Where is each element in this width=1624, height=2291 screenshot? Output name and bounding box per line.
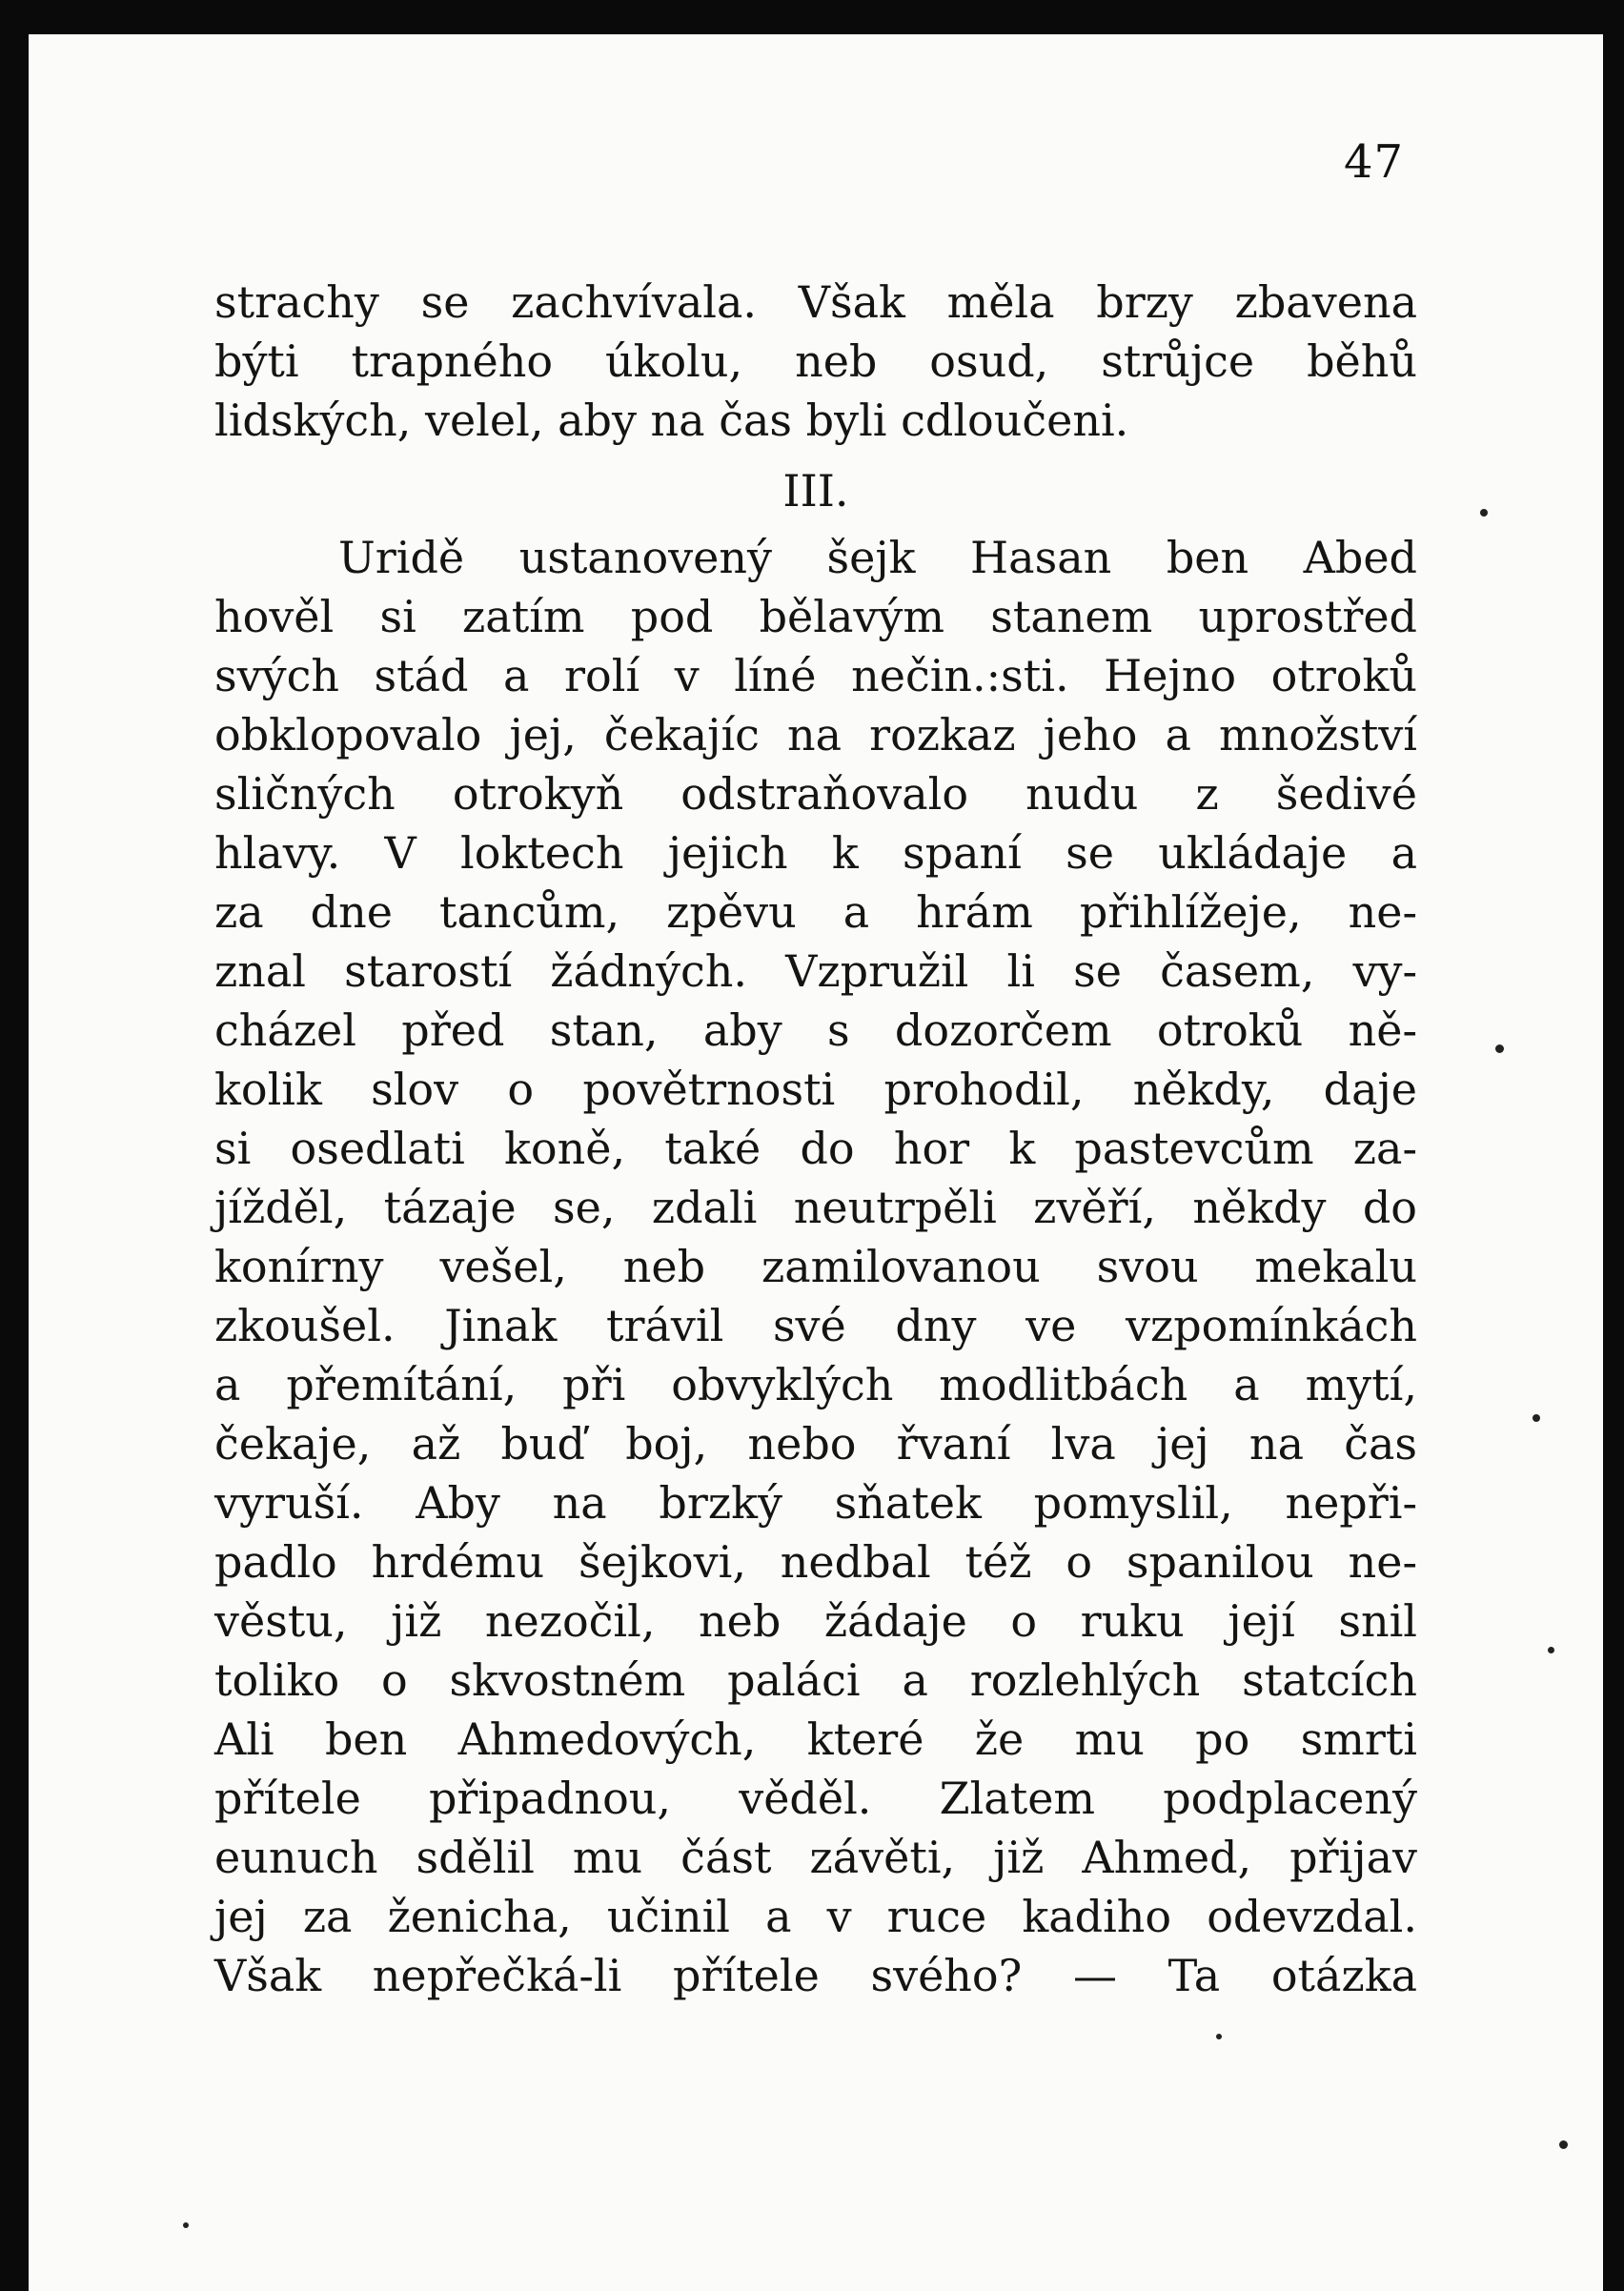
text-line: hlavy. V loktech jejich k spaní se ukládaje a xyxy=(214,827,1417,879)
text-line: zkoušel. Jinak trávil své dny ve vzpomínkách xyxy=(214,1300,1417,1351)
book-page xyxy=(29,34,1603,2291)
text-line: věstu, již nezočil, neb žádaje o ruku její snil xyxy=(214,1595,1417,1647)
text-line: si osedlati koně, také do hor k pastevcům za- xyxy=(214,1123,1417,1174)
text-line: obklopovalo jej, čekajíc na rozkaz jeho a množství xyxy=(214,709,1417,760)
scan-speck xyxy=(1559,2140,1568,2149)
text-line: eunuch sdělil mu část závěti, již Ahmed, přijav xyxy=(214,1832,1417,1883)
scan-speck xyxy=(1480,509,1488,517)
text-line: lidských, velel, aby na čas byli cdloučeni. xyxy=(214,395,1129,446)
scan-speck xyxy=(1495,1044,1504,1053)
text-line: a přemítání, při obvyklých modlitbách a mytí, xyxy=(214,1359,1417,1410)
scan-speck xyxy=(183,2222,189,2228)
text-line: býti trapného úkolu, neb osud, strůjce běhů xyxy=(214,335,1417,387)
text-line: hověl si zatím pod bělavým stanem uprostřed xyxy=(214,591,1417,642)
text-line: padlo hrdému šejkovi, nedbal též o spanilou ne- xyxy=(214,1536,1417,1588)
text-line: jej za ženicha, učinil a v ruce kadiho odevzdal. xyxy=(214,1891,1417,1942)
text-line: sličných otrokyň odstraňovalo nudu z šedivé xyxy=(214,768,1417,820)
text-line: Však nepřečká-li přítele svého? — Ta otázka xyxy=(214,1950,1417,2001)
text-line: jížděl, tázaje se, zdali neutrpěli zvěří, někdy do xyxy=(214,1182,1417,1233)
scan-speck xyxy=(1548,1647,1554,1653)
chapter-heading: III. xyxy=(782,465,849,517)
text-line: za dne tancům, zpěvu a hrám přihlížeje, ne- xyxy=(214,886,1417,938)
page-body xyxy=(214,273,1417,2005)
text-line: svých stád a rolí v líné nečin.:sti. Hejno otroků xyxy=(214,650,1417,701)
scan-right-border xyxy=(1603,0,1624,2291)
text-line: přítele připadnou, věděl. Zlatem podplacený xyxy=(214,1773,1417,1824)
scan-left-border xyxy=(0,0,29,2291)
page-number: 47 xyxy=(1344,135,1405,189)
scan-top-border xyxy=(0,0,1624,34)
text-line: toliko o skvostném paláci a rozlehlých statcích xyxy=(214,1654,1417,1706)
scan-speck xyxy=(1533,1414,1540,1422)
text-line: vyruší. Aby na brzký sňatek pomyslil, nepři- xyxy=(214,1477,1417,1529)
text-line: konírny vešel, neb zamilovanou svou mekalu xyxy=(214,1241,1417,1292)
text-line: Ali ben Ahmedových, které že mu po smrti xyxy=(214,1713,1417,1765)
text-line: Uridě ustanovený šejk Hasan ben Abed xyxy=(338,532,1417,583)
text-line: kolik slov o povětrnosti prohodil, někdy, daje xyxy=(214,1064,1417,1115)
text-line: cházel před stan, aby s dozorčem otroků ně- xyxy=(214,1004,1417,1056)
text-line: čekaje, až buď boj, nebo řvaní lva jej na čas xyxy=(214,1418,1417,1470)
scan-speck xyxy=(1216,2034,1222,2039)
text-line: strachy se zachvívala. Však měla brzy zbavena xyxy=(214,276,1417,328)
text-line: znal starostí žádných. Vzpružil li se časem, vy- xyxy=(214,945,1417,997)
